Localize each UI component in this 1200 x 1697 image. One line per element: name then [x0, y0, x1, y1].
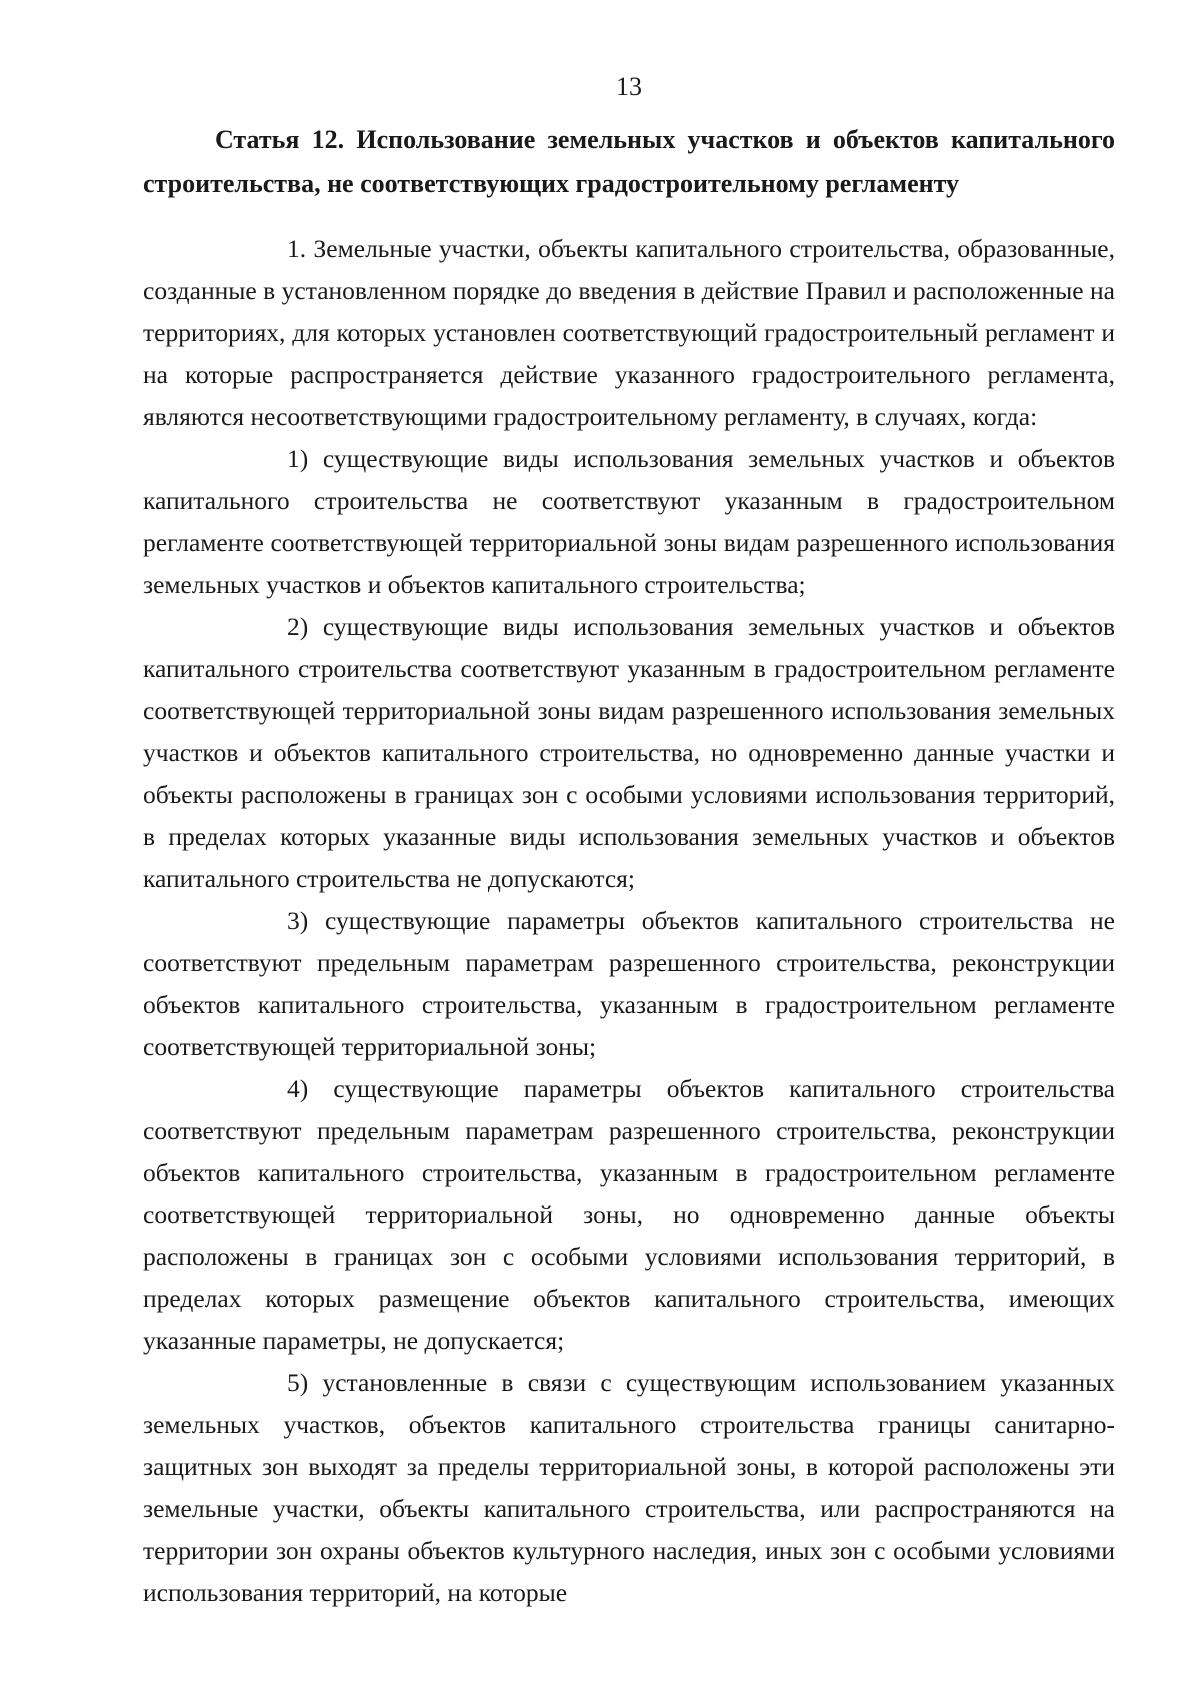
- list-item-number: 1): [287, 444, 309, 473]
- list-item-text: существующие виды использования земельных участков и объектов капитального строительства не соответствуют указанным в градостроительном регламенте соответствующей территориальной зоны видам разрешенного использования земельных участков и объектов капитального строительства;: [143, 444, 1116, 599]
- paragraph-1: [143, 228, 1115, 438]
- list-item-number: 5): [287, 1368, 309, 1397]
- list-item-1: [143, 438, 1115, 606]
- list-item-text: существующие виды использования земельных участков и объектов капитального строительства соответствуют указанным в градостроительном регламенте соответствующей территориальной зоны видам разрешенного использования земельных участков и объектов капитального строительства, но одновременно данные участки и объекты расположены в границах зон с особыми условиями использования территорий, в пределах которых указанные виды использования земельных участков и объектов капитального строительства не допускаются;: [143, 612, 1116, 893]
- document-page: [143, 62, 1115, 1614]
- paragraph-text: Земельные участки, объекты капитального строительства, образованные, созданные в установленном порядке до введения в действие Правил и расположенные на территориях, для которых установлен соответствующий градостроительный регламент и на которые распространяется действие указанного градостроительного регламента, являются несоответствующими градостроительному регламенту, в случаях, когда:: [143, 234, 1115, 431]
- list-item-text: существующие параметры объектов капитального строительства соответствуют предельным параметрам разрешенного строительства, реконструкции объектов капитального строительства, указанным в градостроительном регламенте соответствующей территориальной зоны, но одновременно данные объекты расположены в границах зон с особыми условиями использования территорий, в пределах которых размещение объектов капитального строительства, имеющих указанные параметры, не допускается;: [143, 1074, 1116, 1355]
- list-item-number: 4): [287, 1074, 309, 1103]
- paragraph-number: 1.: [287, 234, 307, 263]
- article-title: Статья 12. Использование земельных участков и объектов капитального строительства, не соответствующих градостроительному регламенту: [143, 125, 1115, 198]
- page-number: 13: [616, 72, 642, 101]
- list-item-5: [143, 1362, 1115, 1614]
- list-item-2: [143, 606, 1115, 900]
- list-item-3: [143, 900, 1115, 1068]
- list-item-number: 3): [287, 906, 309, 935]
- list-item-number: 2): [287, 612, 309, 641]
- list-item-text: существующие параметры объектов капитального строительства не соответствуют предельным параметрам разрешенного строительства, реконструкции объектов капитального строительства, указанным в градостроительном регламенте соответствующей территориальной зоны;: [143, 906, 1115, 1061]
- list-item-4: [143, 1068, 1115, 1362]
- list-item-text: установленные в связи с существующим использованием указанных земельных участков, объектов капитального строительства границы санитарно-защитных зон выходят за пределы территориальной зоны, в которой расположены эти земельные участки, объекты капитального строительства, или распространяются на территории зон охраны объектов культурного наследия, иных зон с особыми условиями использования территорий, на которые: [143, 1368, 1115, 1607]
